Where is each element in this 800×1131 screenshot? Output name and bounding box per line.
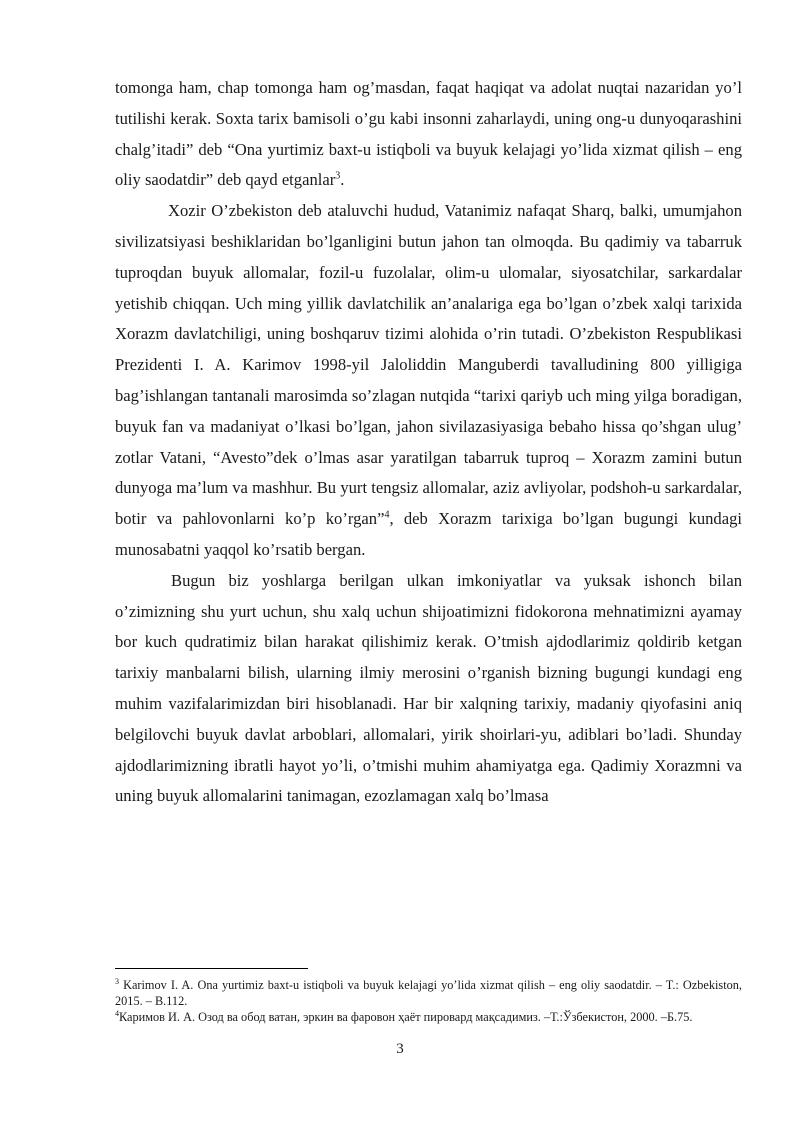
footnote-mark: 4 [115,1008,119,1018]
footnote-3 [115,978,742,1010]
paragraph-text: Xozir O’zbekiston deb ataluvchi hudud, Vatanimiz nafaqat Sharq, balki, umumjahon sivilizatsiyasi beshiklaridan bo’lganligini butun jahon tan olmoqda. Bu qadimiy va tabarruk tuproqdan buyuk allomalar, fozil-u fuzolalar, olim-u ulomalar, siyosatchilar, sarkardalar yetishib chiqqan. Uch ming yillik davlatchilik an’analariga ega bo’lgan o’zbek xalqi tarixida Xorazm davlatchiligi, uning boshqaruv tizimi alohida o’rin tutadi. O’zbekiston Respublikasi Prezidenti I. A. Karimov 1998-yil Jaloliddin Manguberdi tavalludining 800 yilligiga bag’ishlangan tantanali marosimda so’zlagan nutqida “tarixi qariyb uch ming yilga boradigan, buyuk fan va madaniyat o’lkasi bo’lgan, jahon sivilazasiyasiga bebaho hissa qo’shgan ulug’ zotlar Vatani, “Avesto”dek o’lmas asar yaratilgan tabarruk tuproq – Xorazm zamini butun dunyoga ma’lum va mashhur. Bu yurt tengsiz allomalar, aziz avliyolar, podshoh-u sarkardalar, botir va pahlovonlarni ko’p ko’rgan” [115,201,742,529]
paragraph-text: Bugun biz yoshlarga berilgan ulkan imkoniyatlar va yuksak ishonch bilan o’zimizning shu yurt uchun, shu xalq uchun shijoatimizni fidokorona mehnatimizni ayamay bor kuch qudratimiz bilan harakat qilishimiz kerak. O’tmish ajdodlarimiz qoldirib ketgan tarixiy manbalarni bilish, ularning ilmiy merosini o’rganish bizning bugungi kundagi eng muhim vazifalarimizdan biri hisoblanadi. Har bir xalqning tarixiy, madaniy qiyofasini aniq belgilovchi buyuk davlat arboblari, allomalari, yirik shoirlari-yu, adiblari bo’ladi. Shunday ajdodlarimizning ibratli hayot yo’li, o’tmishi muhim ahamiyatga ega. Qadimiy Xorazmni va uning buyuk allomalarini tanimagan, ezozlamagan xalq bo’lmasa [115,570,742,806]
paragraph-text: , deb Xorazm tarixiga bo’lgan bugungi kundagi munosabatni yaqqol ko’rsatib bergan. [115,509,742,559]
footnote-text: Каримов И. А. Озод ва обод ватан, эркин ва фаровон ҳаёт пировард мақсадимиз. –Т.:Ўзбекистон, 2000. –Б.75. [119,1009,693,1024]
footnote-reference: 3 [335,170,341,182]
footnote-mark: 3 [115,976,119,986]
paragraph-text: tomonga ham, chap tomonga ham og’masdan, faqat haqiqat va adolat nuqtai nazaridan yo’l tutilishi kerak. Soxta tarix bamisoli o’gu kabi insonni zaharlaydi, uning ong-u dunyoqarashini chalg’itadi” deb “Ona yurtimiz baxt-u istiqboli va buyuk kelajagi yo’lida xizmat qilish – eng oliy saodatdir” deb qayd etganlar [115,78,742,190]
paragraph-1 [115,73,742,196]
footnote-4 [115,1010,742,1026]
footnote-reference: 4 [384,509,390,521]
footnote-separator [115,968,308,969]
page-number: 3 [396,1041,404,1057]
paragraph-text: . [340,170,345,190]
footnotes [115,978,742,1025]
paragraph-3 [115,566,742,812]
paragraph-2 [115,196,742,566]
footnote-text: Karimov I. A. Ona yurtimiz baxt-u istiqboli va buyuk kelajagi yo’lida xizmat qilish – eng oliy saodatdir. – T.: Ozbekiston, 2015. – B.112. [115,978,742,1008]
body-text [115,73,742,812]
